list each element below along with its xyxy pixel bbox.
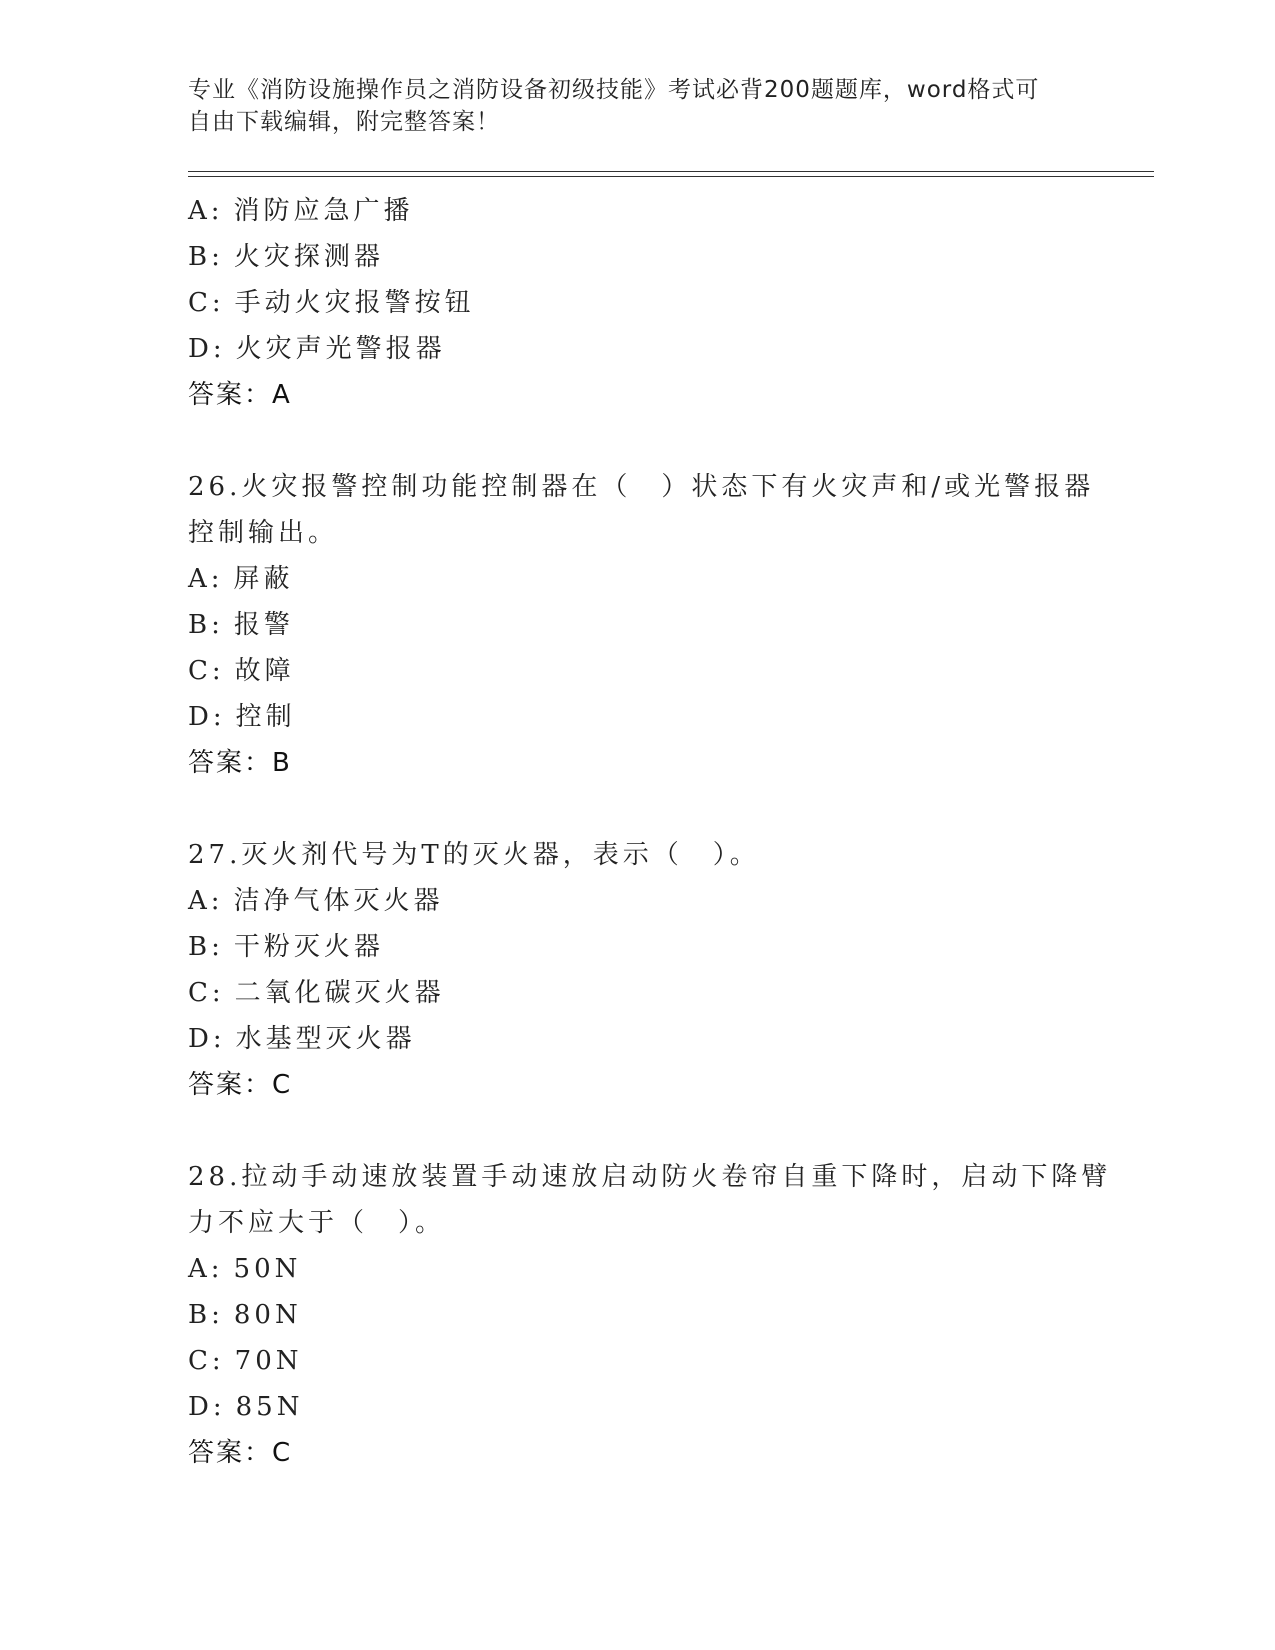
question-list	[188, 188, 1112, 1476]
header-rule-top	[188, 171, 1154, 172]
spacer	[188, 786, 1088, 832]
option-a: A: 消防应急广播	[188, 196, 414, 226]
option-c: C: 70N	[188, 1346, 303, 1376]
option-c: C: 故障	[188, 656, 295, 686]
question-stem: 28.拉动手动速放装置手动速放启动防火卷帘自重下降时，启动下降臂	[188, 1162, 1112, 1192]
question-stem-continued: 力不应大于（ ）。	[188, 1208, 446, 1238]
question-stem: 26.火灾报警控制功能控制器在（ ）状态下有火灾声和/或光警报器	[188, 472, 1095, 502]
answer-line: 答案：A	[188, 380, 292, 410]
spacer	[188, 418, 1088, 464]
option-c: C: 二氧化碳灭火器	[188, 978, 445, 1008]
option-b: B: 干粉灭火器	[188, 932, 384, 962]
document-header	[188, 74, 1088, 138]
question-block-26	[188, 464, 1095, 786]
option-d: D: 控制	[188, 702, 296, 732]
option-b: B: 火灾探测器	[188, 242, 384, 272]
option-c: C: 手动火灾报警按钮	[188, 288, 475, 318]
answer-line: 答案：C	[188, 1070, 293, 1100]
header-rule-bottom	[188, 176, 1154, 177]
option-a: A: 屏蔽	[188, 564, 294, 594]
option-d: D: 85N	[188, 1392, 304, 1422]
question-block-28	[188, 1154, 1112, 1476]
answer-line: 答案：C	[188, 1438, 293, 1468]
option-b: B: 80N	[188, 1300, 302, 1330]
prev-question-block	[188, 188, 1088, 418]
option-a: A: 50N	[188, 1254, 302, 1284]
option-a: A: 洁净气体灭火器	[188, 886, 444, 916]
header-line-1: 专业《消防设施操作员之消防设备初级技能》考试必背200题题库，word格式可	[188, 77, 1040, 103]
spacer	[188, 1108, 1088, 1154]
answer-line: 答案：B	[188, 748, 292, 778]
question-block-27	[188, 832, 1088, 1108]
option-d: D: 水基型灭火器	[188, 1024, 416, 1054]
question-stem-continued: 控制输出。	[188, 518, 339, 548]
option-b: B: 报警	[188, 610, 294, 640]
option-d: D: 火灾声光警报器	[188, 334, 446, 364]
question-stem: 27.灭火剂代号为T的灭火器，表示（ ）。	[188, 840, 760, 870]
header-line-2: 自由下载编辑，附完整答案！	[188, 109, 500, 135]
